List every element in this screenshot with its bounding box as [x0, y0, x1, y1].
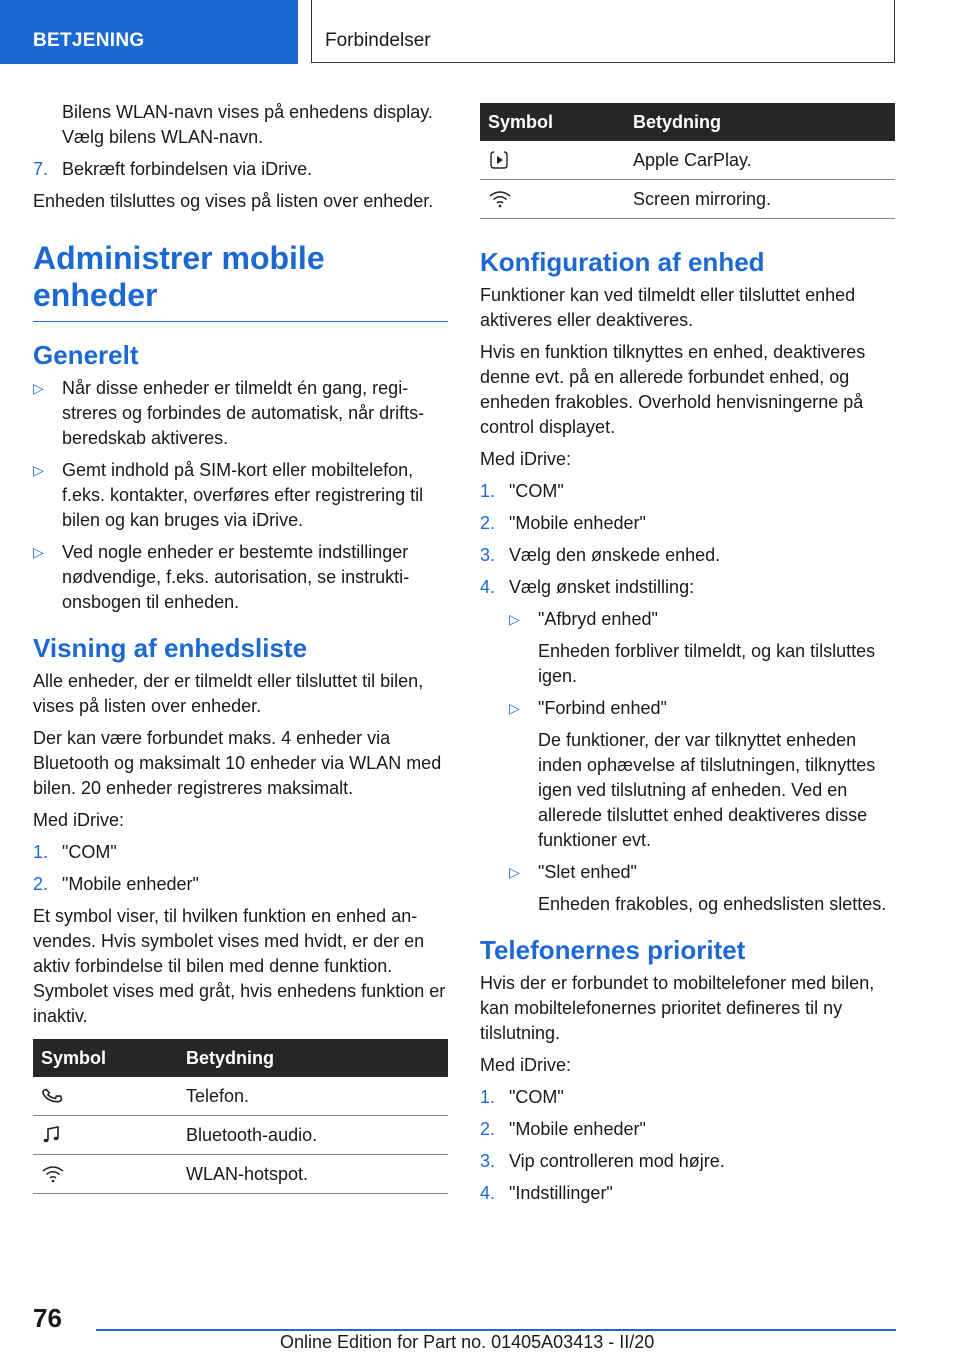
step-text: "COM" — [509, 481, 564, 501]
phone-icon — [41, 1085, 63, 1107]
option-label: "Forbind enhed" — [538, 698, 667, 718]
step-number: 2. — [480, 1119, 496, 1139]
list-item — [33, 840, 448, 865]
table-row — [480, 141, 895, 180]
music-note-icon — [41, 1124, 63, 1146]
list-item — [480, 575, 895, 600]
step-text: "COM" — [509, 1087, 564, 1107]
step-text: Bekræft forbindelsen via iDrive. — [62, 159, 313, 179]
step-number: 4. — [480, 577, 496, 597]
step-number: 3. — [480, 545, 496, 565]
paragraph: Funktioner kan ved tilmeldt eller tilsluttet enhed aktiveres eller deaktiveres. — [480, 285, 856, 330]
wifi-icon — [41, 1164, 65, 1184]
option-item — [509, 860, 895, 885]
table-row — [480, 180, 895, 219]
option-label: "Afbryd enhed" — [538, 609, 658, 629]
symbol-cell — [33, 1155, 186, 1194]
heading-konfiguration: Konfiguration af enhed — [480, 247, 765, 277]
step-number: 4. — [480, 1183, 496, 1203]
symbol-cell — [480, 180, 633, 219]
paragraph: Alle enheder, der er tilmeldt eller tilsluttet til bilen, vises på listen over enheder. — [33, 671, 424, 716]
list-item — [480, 1085, 895, 1110]
table-row — [33, 1077, 448, 1116]
paragraph: Hvis der er forbundet to mobiltelefoner med bilen, kan mobiltelefonernes prioritet defineres til ny tilslutning. — [480, 973, 875, 1043]
paragraph: Hvis en funktion tilknyttes en enhed, deaktiveres denne evt. på en allerede forbundet enhed, og enheden frakobles. Overhold henvisningerne på control displayet. — [480, 342, 866, 437]
left-column — [33, 100, 448, 1194]
wifi-icon — [488, 189, 512, 209]
header-chapter-title: Forbindelser — [325, 30, 431, 51]
meaning-cell: Bluetooth-audio. — [186, 1116, 448, 1155]
col-header-symbol: Symbol — [480, 103, 633, 141]
step-number: 3. — [480, 1151, 496, 1171]
paragraph: Et symbol viser, til hvilken funktion en enhed anvendes. Hvis symbolet vises med hvidt, er der en aktiv forbindelse til bilen med denne funktion. Symbolet vises med gråt, hvis enhedens funktion er inaktiv. — [33, 906, 446, 1026]
table-header — [480, 103, 895, 141]
list-item — [480, 1149, 895, 1174]
paragraph: Med iDrive: — [480, 1055, 572, 1075]
step-text: "Mobile enheder" — [62, 874, 199, 894]
list-item — [480, 543, 895, 568]
option-item — [509, 607, 895, 632]
step-text: "Mobile enheder" — [509, 1119, 646, 1139]
header-chapter-tab — [311, 0, 895, 63]
triangle-bullet-icon: ▷ — [33, 544, 44, 560]
step-text: Vip controlleren mod højre. — [509, 1151, 725, 1171]
triangle-bullet-icon: ▷ — [33, 380, 44, 396]
symbol-cell — [33, 1116, 186, 1155]
option-description: Enheden forbliver tilmeldt, og kan tilsluttes igen. — [538, 641, 876, 686]
step-number: 2. — [480, 513, 496, 533]
list-item — [480, 511, 895, 536]
table-row — [33, 1155, 448, 1194]
option-label: "Slet enhed" — [538, 862, 637, 882]
triangle-bullet-icon: ▷ — [509, 700, 520, 716]
option-description: De funktioner, der var tilknyttet enheden inden ophævelse af tilslutningen, tilknyttes igen ved tilslutning af enheden. Ved en allerede tilsluttet enhed deaktiveres disse funktioner evt. — [538, 730, 876, 850]
step-text: Vælg den ønskede enhed. — [509, 545, 721, 565]
bullet-text: Gemt indhold på SIM-kort eller mobiltelefon, f.eks. kontakter, overføres efter registrering til bilen og kan bruges via iDrive. — [62, 460, 424, 530]
col-header-betydning: Betydning — [186, 1039, 448, 1077]
col-header-betydning: Betydning — [633, 103, 895, 141]
bullet-item — [33, 458, 448, 533]
meaning-cell: WLAN-hotspot. — [186, 1155, 448, 1194]
paragraph: Der kan være forbundet maks. 4 enheder via Bluetooth og maksimalt 10 enheder via WLAN med bilen. 20 enheder registreres maksimalt. — [33, 728, 442, 798]
meaning-cell: Apple CarPlay. — [633, 141, 895, 180]
table-row — [33, 1116, 448, 1155]
header-section-title: BETJENING — [33, 30, 145, 51]
triangle-bullet-icon: ▷ — [509, 611, 520, 627]
heading-prioritet: Telefonernes prioritet — [480, 935, 746, 965]
bullet-text: Når disse enheder er tilmeldt én gang, registreres og forbindes de automatisk, når driftsberedskab aktiveres. — [62, 378, 425, 448]
bullet-item — [33, 376, 448, 451]
step-text: "Mobile enheder" — [509, 513, 646, 533]
step-number: 1. — [480, 1087, 496, 1107]
step-text: "COM" — [62, 842, 117, 862]
meaning-cell: Screen mirroring. — [633, 180, 895, 219]
option-list — [480, 607, 895, 917]
option-item — [509, 696, 895, 721]
footer-divider — [96, 1329, 896, 1331]
step-7 — [33, 157, 448, 182]
right-column — [480, 93, 895, 1213]
result-text: Enheden tilsluttes og vises på listen over enheder. — [33, 191, 434, 211]
step-number: 7. — [33, 159, 49, 179]
heading-generelt: Generelt — [33, 340, 139, 370]
triangle-bullet-icon: ▷ — [33, 462, 44, 478]
step-number: 1. — [33, 842, 49, 862]
step-text: Vælg ønsket indstilling: — [509, 577, 695, 597]
step-number: 1. — [480, 481, 496, 501]
bullet-item — [33, 540, 448, 615]
step-number: 2. — [33, 874, 49, 894]
heading-enhedsliste: Visning af enhedsliste — [33, 633, 308, 663]
paragraph: Med iDrive: — [480, 449, 572, 469]
symbol-table — [480, 103, 895, 219]
footer-edition: Online Edition for Part no. 01405A03413 - II/20 — [280, 1332, 655, 1352]
list-item — [480, 1117, 895, 1142]
symbol-cell — [480, 141, 633, 180]
step-text: "Indstillinger" — [509, 1183, 613, 1203]
meaning-cell: Telefon. — [186, 1077, 448, 1116]
col-header-symbol: Symbol — [33, 1039, 186, 1077]
page-number: 76 — [33, 1303, 62, 1333]
symbol-table — [33, 1039, 448, 1194]
table-header — [33, 1039, 448, 1077]
paragraph: Med iDrive: — [33, 810, 125, 830]
option-description: Enheden frakobles, og enhedslisten slettes. — [538, 894, 887, 914]
header-section-tab — [0, 0, 298, 64]
bullet-text: Ved nogle enheder er bestemte indstillinger nødvendige, f.eks. autorisation, se instruktionsbogen til enheden. — [62, 542, 410, 612]
symbol-cell — [33, 1077, 186, 1116]
intro-continued: Bilens WLAN-navn vises på enhedens display. Vælg bilens WLAN-navn. — [62, 102, 433, 147]
carplay-icon — [488, 149, 510, 171]
list-item — [480, 1181, 895, 1206]
list-item — [480, 479, 895, 504]
list-item — [33, 872, 448, 897]
page-title: Administrer mobile enheder — [33, 240, 448, 322]
triangle-bullet-icon: ▷ — [509, 864, 520, 880]
